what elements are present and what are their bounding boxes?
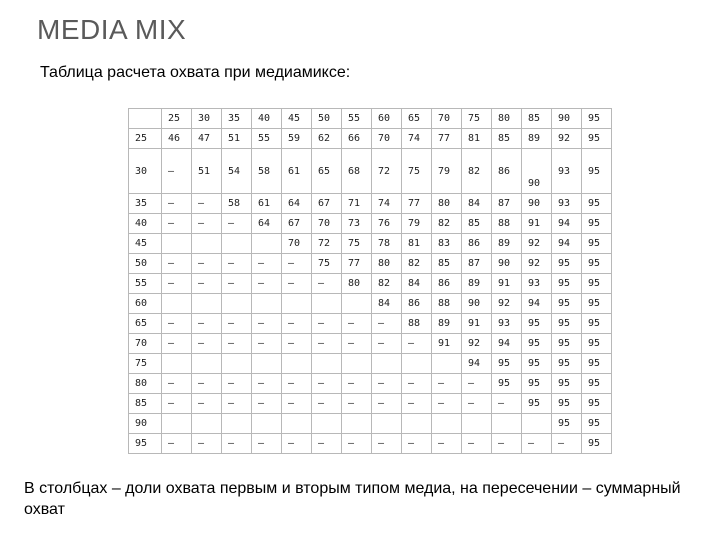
table-cell: 51 [192, 149, 222, 194]
column-header: 35 [222, 109, 252, 129]
table-cell: 80 [372, 254, 402, 274]
table-cell: — [252, 274, 282, 294]
table-cell: — [282, 434, 312, 454]
table-cell: — [282, 314, 312, 334]
table-cell: 70 [282, 234, 312, 254]
table-cell: 70 [312, 214, 342, 234]
table-cell: 95 [522, 354, 552, 374]
table-cell: — [402, 334, 432, 354]
table-cell: 87 [462, 254, 492, 274]
row-header: 85 [129, 394, 162, 414]
table-cell: — [312, 334, 342, 354]
table-cell: 61 [282, 149, 312, 194]
table-cell [192, 414, 222, 434]
table-cell: — [492, 434, 522, 454]
table-cell: 51 [222, 129, 252, 149]
table-cell: — [162, 434, 192, 454]
table-cell: — [222, 254, 252, 274]
row-header: 75 [129, 354, 162, 374]
table-cell: — [342, 394, 372, 414]
table-cell [162, 294, 192, 314]
table-cell: — [222, 434, 252, 454]
table-row [129, 214, 612, 234]
table-cell: — [312, 314, 342, 334]
table-cell: — [222, 214, 252, 234]
table-cell [462, 414, 492, 434]
table-header-row [129, 109, 612, 129]
table-cell: 74 [402, 129, 432, 149]
table-cell: — [162, 394, 192, 414]
table-cell: — [432, 374, 462, 394]
table-cell: — [342, 374, 372, 394]
table-cell: 95 [582, 129, 612, 149]
table-cell: 90 [492, 254, 522, 274]
table-cell: — [192, 314, 222, 334]
table-cell: — [162, 374, 192, 394]
table-cell: 95 [582, 294, 612, 314]
table-cell: 79 [432, 149, 462, 194]
table-cell: — [282, 254, 312, 274]
table-cell: 71 [342, 194, 372, 214]
table-cell [192, 354, 222, 374]
table-cell: 95 [582, 434, 612, 454]
table-cell: 85 [492, 129, 522, 149]
table-cell: 95 [582, 394, 612, 414]
table-cell: — [432, 394, 462, 414]
table-cell: — [372, 374, 402, 394]
row-header: 65 [129, 314, 162, 334]
table-row [129, 414, 612, 434]
column-header: 80 [492, 109, 522, 129]
table-cell: 95 [492, 374, 522, 394]
table-cell: — [312, 394, 342, 414]
row-header: 80 [129, 374, 162, 394]
table-row [129, 374, 612, 394]
table-cell: 74 [372, 194, 402, 214]
table-cell: 88 [432, 294, 462, 314]
table-cell: 95 [522, 374, 552, 394]
row-header: 90 [129, 414, 162, 434]
table-cell [492, 414, 522, 434]
table-cell: 80 [342, 274, 372, 294]
row-header: 35 [129, 194, 162, 214]
column-header: 45 [282, 109, 312, 129]
table-cell: 95 [492, 354, 522, 374]
column-header: 55 [342, 109, 372, 129]
table-cell [402, 414, 432, 434]
table-cell: — [222, 314, 252, 334]
row-header: 95 [129, 434, 162, 454]
table-cell: — [192, 254, 222, 274]
table-cell: — [162, 254, 192, 274]
column-header: 85 [522, 109, 552, 129]
table-row [129, 354, 612, 374]
table-cell: — [372, 394, 402, 414]
row-header: 25 [129, 129, 162, 149]
table-cell: — [192, 394, 222, 414]
table-cell: 58 [252, 149, 282, 194]
table-cell: 95 [552, 374, 582, 394]
table-row [129, 434, 612, 454]
table-cell: — [402, 374, 432, 394]
table-cell: 95 [582, 254, 612, 274]
table-cell: — [222, 274, 252, 294]
table-cell: 82 [372, 274, 402, 294]
table-cell: — [372, 314, 402, 334]
table-cell: — [342, 434, 372, 454]
table-cell: 89 [522, 129, 552, 149]
table-cell: 85 [432, 254, 462, 274]
table-cell: 95 [582, 234, 612, 254]
table-cell: 90 [462, 294, 492, 314]
table-cell: — [492, 394, 522, 414]
table-cell: — [162, 194, 192, 214]
table-cell [372, 414, 402, 434]
table-cell: — [282, 394, 312, 414]
corner-cell [129, 109, 162, 129]
table-cell: 72 [372, 149, 402, 194]
table-cell: 64 [252, 214, 282, 234]
table-cell: 95 [552, 274, 582, 294]
table-cell [252, 234, 282, 254]
table-cell: — [342, 334, 372, 354]
table-cell: 81 [402, 234, 432, 254]
table-row [129, 149, 612, 194]
table-cell: 59 [282, 129, 312, 149]
table-cell: 95 [522, 334, 552, 354]
table-cell: — [432, 434, 462, 454]
column-header: 70 [432, 109, 462, 129]
table-cell: 77 [342, 254, 372, 274]
table-cell: — [312, 434, 342, 454]
table-cell: 93 [552, 194, 582, 214]
table-cell: 75 [342, 234, 372, 254]
table-cell: — [402, 394, 432, 414]
table-cell: 79 [402, 214, 432, 234]
table-cell: — [312, 274, 342, 294]
table-cell: — [222, 394, 252, 414]
table-cell [252, 354, 282, 374]
row-header: 30 [129, 149, 162, 194]
table-row [129, 394, 612, 414]
table-cell [222, 234, 252, 254]
row-header: 50 [129, 254, 162, 274]
table-cell: 95 [552, 394, 582, 414]
table-cell: 80 [432, 194, 462, 214]
table-cell: 94 [462, 354, 492, 374]
table-cell: — [222, 374, 252, 394]
table-cell [222, 354, 252, 374]
table-cell: — [162, 149, 192, 194]
table-cell [312, 294, 342, 314]
table-cell: 91 [492, 274, 522, 294]
row-header: 45 [129, 234, 162, 254]
table-row [129, 334, 612, 354]
table-cell: 95 [582, 374, 612, 394]
table-cell [192, 294, 222, 314]
table-cell [222, 294, 252, 314]
table-row [129, 314, 612, 334]
table-cell: 86 [402, 294, 432, 314]
table-cell: — [192, 374, 222, 394]
row-header: 60 [129, 294, 162, 314]
table-cell: 83 [432, 234, 462, 254]
table-cell: 94 [552, 214, 582, 234]
table-cell: 47 [192, 129, 222, 149]
table-cell: 82 [462, 149, 492, 194]
table-cell: 87 [492, 194, 522, 214]
table-cell: 88 [492, 214, 522, 234]
table-cell: 91 [522, 214, 552, 234]
table-cell: 92 [462, 334, 492, 354]
table-cell [162, 414, 192, 434]
table-cell: 86 [462, 234, 492, 254]
row-header: 55 [129, 274, 162, 294]
table-cell: — [252, 434, 282, 454]
table-cell: — [162, 314, 192, 334]
table-cell: — [162, 214, 192, 234]
table-cell: — [192, 434, 222, 454]
table-cell [402, 354, 432, 374]
table-cell: 95 [522, 314, 552, 334]
table-cell [342, 294, 372, 314]
table-cell: 61 [252, 194, 282, 214]
table-cell: — [162, 334, 192, 354]
table-row [129, 274, 612, 294]
table-cell: 95 [552, 254, 582, 274]
table-cell: 91 [462, 314, 492, 334]
table-cell: 95 [582, 194, 612, 214]
table-cell: 95 [582, 354, 612, 374]
table-cell: — [192, 274, 222, 294]
row-header: 40 [129, 214, 162, 234]
table-cell: 86 [492, 149, 522, 194]
table-cell: — [282, 334, 312, 354]
table-cell: — [252, 374, 282, 394]
table-cell: 92 [492, 294, 522, 314]
table-cell: — [522, 434, 552, 454]
table-cell: 86 [432, 274, 462, 294]
column-header: 95 [582, 109, 612, 129]
table-cell [192, 234, 222, 254]
table-cell [282, 354, 312, 374]
table-cell: 95 [582, 149, 612, 194]
column-header: 30 [192, 109, 222, 129]
table-cell: 70 [372, 129, 402, 149]
table-cell: — [252, 314, 282, 334]
table-cell: 58 [222, 194, 252, 214]
table-cell: 94 [552, 234, 582, 254]
table-cell: — [252, 394, 282, 414]
table-cell [342, 414, 372, 434]
table-cell: 95 [582, 414, 612, 434]
table-cell [312, 354, 342, 374]
table-cell: 67 [282, 214, 312, 234]
table-cell: — [462, 394, 492, 414]
table-cell [282, 294, 312, 314]
table-cell: 62 [312, 129, 342, 149]
table-cell [252, 294, 282, 314]
table-cell: — [192, 334, 222, 354]
table-cell: 75 [402, 149, 432, 194]
table-cell: — [192, 194, 222, 214]
table-cell: 95 [522, 394, 552, 414]
table-cell [312, 414, 342, 434]
table-cell: 85 [462, 214, 492, 234]
table-cell: — [462, 374, 492, 394]
table-cell: 94 [492, 334, 522, 354]
column-header: 25 [162, 109, 192, 129]
table-cell: — [192, 214, 222, 234]
row-header: 70 [129, 334, 162, 354]
table-cell: 46 [162, 129, 192, 149]
table-cell: — [462, 434, 492, 454]
table-cell: 95 [552, 414, 582, 434]
table-cell: 64 [282, 194, 312, 214]
table-row [129, 194, 612, 214]
table-caption: Таблица расчета охвата при медиамиксе: [40, 64, 351, 81]
table-cell [372, 354, 402, 374]
table-cell: 73 [342, 214, 372, 234]
table-cell: 55 [252, 129, 282, 149]
table-cell: — [222, 334, 252, 354]
table-cell: 95 [552, 354, 582, 374]
table-cell: — [342, 314, 372, 334]
table-cell: 89 [462, 274, 492, 294]
table-cell: 93 [492, 314, 522, 334]
table-row [129, 294, 612, 314]
table-cell [252, 414, 282, 434]
table-cell: 95 [552, 294, 582, 314]
table-row [129, 129, 612, 149]
table-row [129, 234, 612, 254]
table-cell: 93 [552, 149, 582, 194]
table-cell: 95 [582, 314, 612, 334]
table-cell: 93 [522, 274, 552, 294]
table-cell: 91 [432, 334, 462, 354]
table-cell: 89 [492, 234, 522, 254]
table-cell: 90 [522, 194, 552, 214]
column-header: 40 [252, 109, 282, 129]
table-cell: — [372, 434, 402, 454]
table-cell: — [282, 274, 312, 294]
table-cell: 95 [552, 334, 582, 354]
table-row [129, 254, 612, 274]
table-cell: 84 [462, 194, 492, 214]
column-header: 75 [462, 109, 492, 129]
table-cell [162, 234, 192, 254]
table-cell: — [252, 334, 282, 354]
column-header: 90 [552, 109, 582, 129]
table-cell: — [402, 434, 432, 454]
table-cell: 92 [522, 254, 552, 274]
table-cell: 95 [582, 334, 612, 354]
footer-note: В столбцах – доли охвата первым и вторым типом медиа, на пересечении – суммарный охват [24, 480, 681, 518]
table-cell: 77 [432, 129, 462, 149]
table-cell: 90 [522, 149, 552, 194]
table-cell [222, 414, 252, 434]
table-cell: — [372, 334, 402, 354]
table-cell: 82 [432, 214, 462, 234]
table-cell: 95 [582, 274, 612, 294]
column-header: 50 [312, 109, 342, 129]
table-cell: — [552, 434, 582, 454]
table-cell: 94 [522, 294, 552, 314]
table-cell: 89 [432, 314, 462, 334]
table-cell: 78 [372, 234, 402, 254]
table-cell [432, 414, 462, 434]
table-cell [432, 354, 462, 374]
table-cell: 84 [402, 274, 432, 294]
table-cell: — [252, 254, 282, 274]
table-cell: 95 [552, 314, 582, 334]
table-cell: 76 [372, 214, 402, 234]
table-cell: 81 [462, 129, 492, 149]
column-header: 65 [402, 109, 432, 129]
table-cell: 67 [312, 194, 342, 214]
table-cell: — [312, 374, 342, 394]
column-header: 60 [372, 109, 402, 129]
table-cell [162, 354, 192, 374]
table-cell: 82 [402, 254, 432, 274]
table-cell: 77 [402, 194, 432, 214]
table-cell [282, 414, 312, 434]
table-cell: 65 [312, 149, 342, 194]
table-cell: — [282, 374, 312, 394]
table-cell: 92 [522, 234, 552, 254]
page-title: MEDIA MIX [37, 14, 187, 45]
table-cell [342, 354, 372, 374]
table-cell: 75 [312, 254, 342, 274]
table-cell: 95 [582, 214, 612, 234]
table-cell: 54 [222, 149, 252, 194]
table-cell [522, 414, 552, 434]
table-cell: 72 [312, 234, 342, 254]
table-cell: 68 [342, 149, 372, 194]
reach-table [128, 108, 612, 454]
table-cell: 66 [342, 129, 372, 149]
table-cell: 88 [402, 314, 432, 334]
table-cell: 92 [552, 129, 582, 149]
table-cell: 84 [372, 294, 402, 314]
table-cell: — [162, 274, 192, 294]
